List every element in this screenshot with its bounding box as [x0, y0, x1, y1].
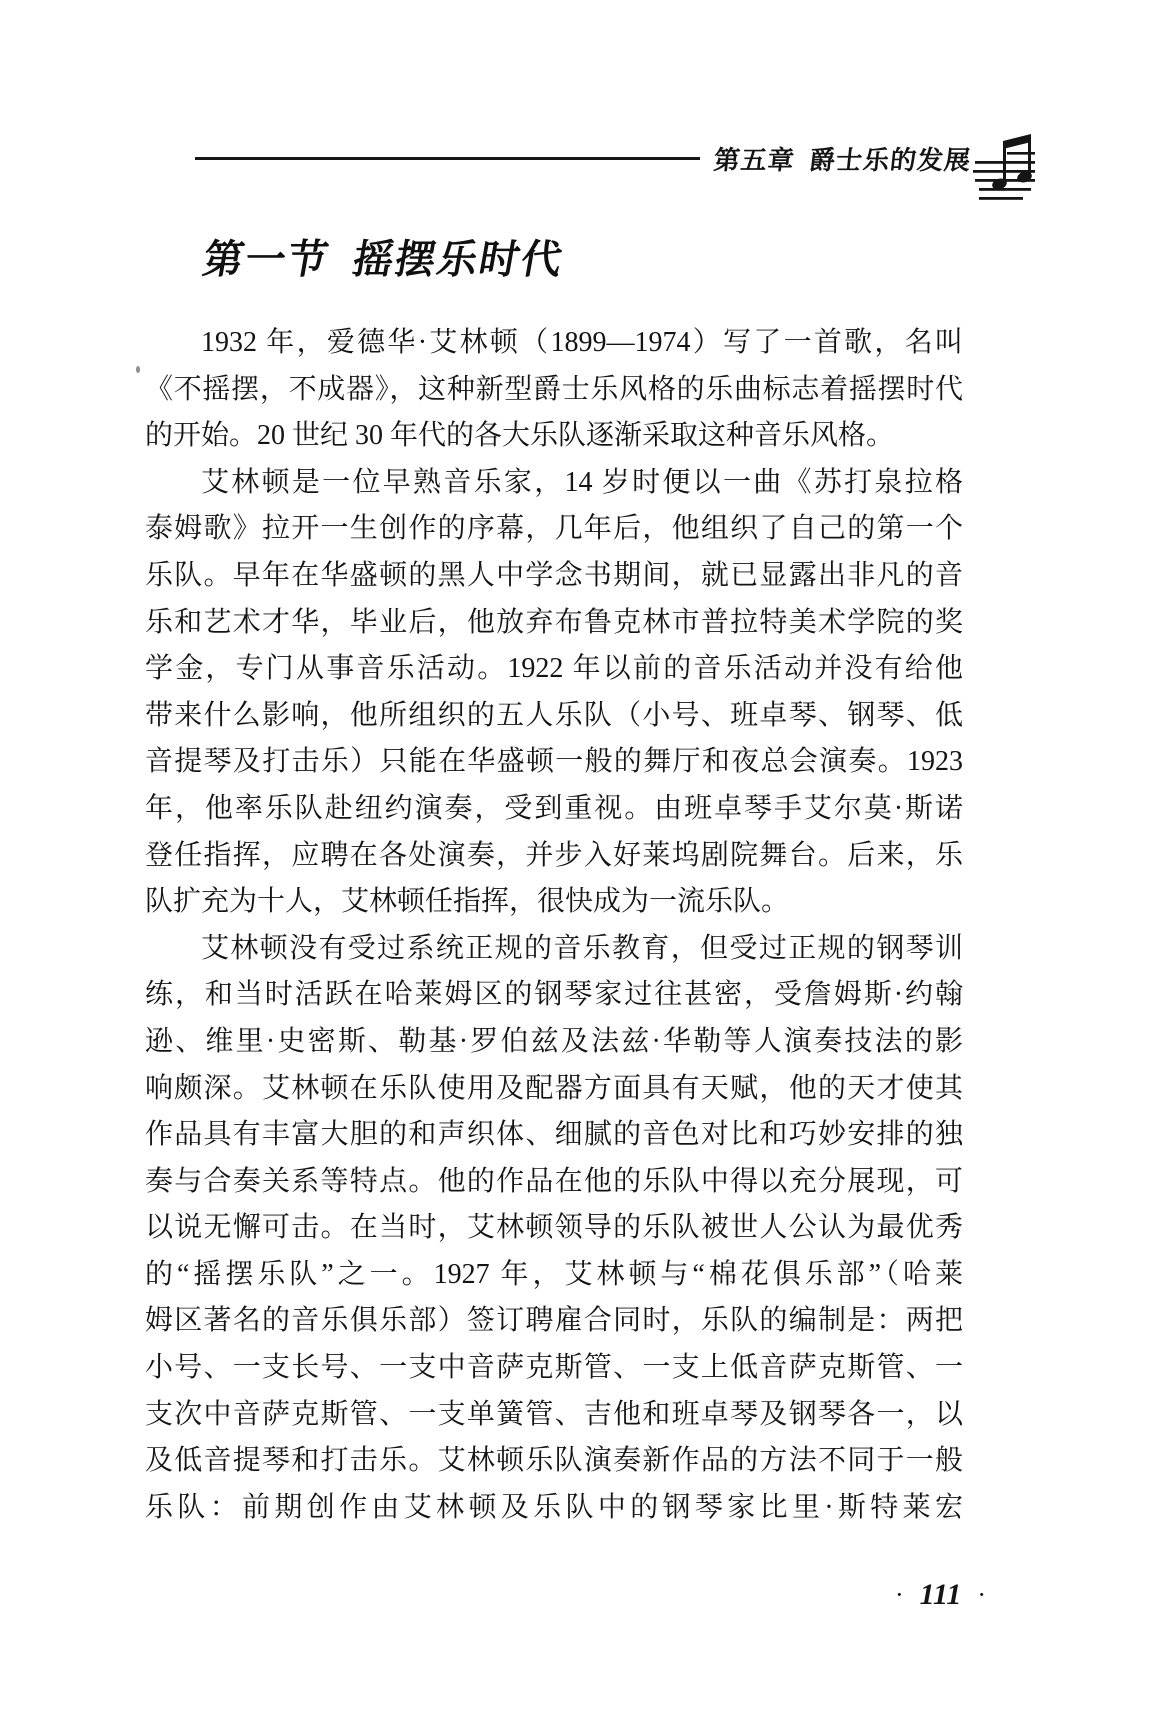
text-line: 带来什么影响，他所组织的五人乐队（小号、班卓琴、钢琴、低 — [145, 699, 963, 731]
section-name: 摇摆乐时代 — [349, 238, 568, 282]
page-number-right-dot: · — [977, 1580, 987, 1609]
chapter-heading — [712, 140, 973, 177]
page-footer — [895, 1578, 986, 1612]
text-line: 登任指挥，应聘在各处演奏，并步入好莱坞剧院舞台。后来，乐 — [145, 839, 963, 871]
page-header — [0, 128, 1174, 208]
text-line: 练，和当时活跃在哈莱姆区的钢琴家过往甚密，受詹姆斯·约翰 — [145, 979, 963, 1011]
text-line: 以说无懈可击。在当时，艾林顿领导的乐队被世人公认为最优秀 — [145, 1212, 963, 1244]
text-line: 泰姆歌》拉开一生创作的序幕，几年后，他组织了自己的第一个 — [145, 513, 963, 545]
text-line: 支次中音萨克斯管、一支单簧管、吉他和班卓琴及钢琴各一，以 — [145, 1398, 963, 1430]
chapter-label: 第五章 — [712, 145, 797, 175]
text-line: 逊、维里·史密斯、勒基·罗伯兹及法兹·华勒等人演奏技法的影 — [145, 1025, 963, 1057]
text-line: 艾林顿是一位早熟音乐家，14 岁时便以一曲《苏打泉拉格 — [201, 466, 963, 498]
text-line: 艾林顿没有受过系统正规的音乐教育，但受过正规的钢琴训 — [201, 932, 963, 964]
section-label: 第一节 — [199, 238, 334, 282]
music-staff-notes-icon — [973, 128, 1037, 208]
text-line: 姆区著名的音乐俱乐部）签订聘雇合同时，乐队的编制是：两把 — [145, 1305, 963, 1337]
page-number: 111 — [919, 1578, 962, 1611]
text-line: 的开始。20 世纪 30 年代的各大乐队逐渐采取这种音乐风格。 — [145, 420, 895, 452]
scan-speck — [136, 366, 140, 373]
text-line: 作品具有丰富大胆的和声织体、细腻的音色对比和巧妙安排的独 — [145, 1119, 963, 1151]
page-number-left-dot: · — [895, 1580, 904, 1609]
body-text — [145, 320, 963, 1531]
text-line: 《不摇摆，不成器》，这种新型爵士乐风格的乐曲标志着摇摆时代 — [145, 373, 963, 405]
text-line: 乐和艺术才华，毕业后，他放弃布鲁克林市普拉特美术学院的奖 — [145, 606, 963, 638]
text-line: 音提琴及打击乐）只能在华盛顿一般的舞厅和夜总会演奏。1923 — [145, 746, 963, 778]
text-line: 及低音提琴和打击乐。艾林顿乐队演奏新作品的方法不同于一般 — [145, 1445, 963, 1477]
text-line: 的“摇摆乐队”之一。1927 年，艾林顿与“棉花俱乐部”（哈莱 — [145, 1258, 963, 1290]
text-line: 乐队。早年在华盛顿的黑人中学念书期间，就已显露出非凡的音 — [145, 559, 963, 591]
section-title — [199, 228, 569, 285]
chapter-title: 爵士乐的发展 — [807, 145, 973, 175]
text-line: 学金，专门从事音乐活动。1922 年以前的音乐活动并没有给他 — [145, 653, 963, 685]
text-line: 响颇深。艾林顿在乐队使用及配器方面具有天赋，他的天才使其 — [145, 1072, 963, 1104]
text-line: 奏与合奏关系等特点。他的作品在他的乐队中得以充分展现，可 — [145, 1165, 963, 1197]
text-line: 队扩充为十人，艾林顿任指挥，很快成为一流乐队。 — [145, 886, 790, 918]
text-line: 1932 年，爱德华·艾林顿（1899—1974）写了一首歌，名叫 — [201, 327, 963, 358]
text-line: 乐队：前期创作由艾林顿及乐队中的钢琴家比里·斯特莱宏 — [145, 1491, 963, 1523]
text-line: 年，他率乐队赴纽约演奏，受到重视。由班卓琴手艾尔莫·斯诺 — [145, 792, 963, 824]
text-line: 小号、一支长号、一支中音萨克斯管、一支上低音萨克斯管、一 — [145, 1352, 963, 1384]
header-rule — [195, 157, 700, 160]
